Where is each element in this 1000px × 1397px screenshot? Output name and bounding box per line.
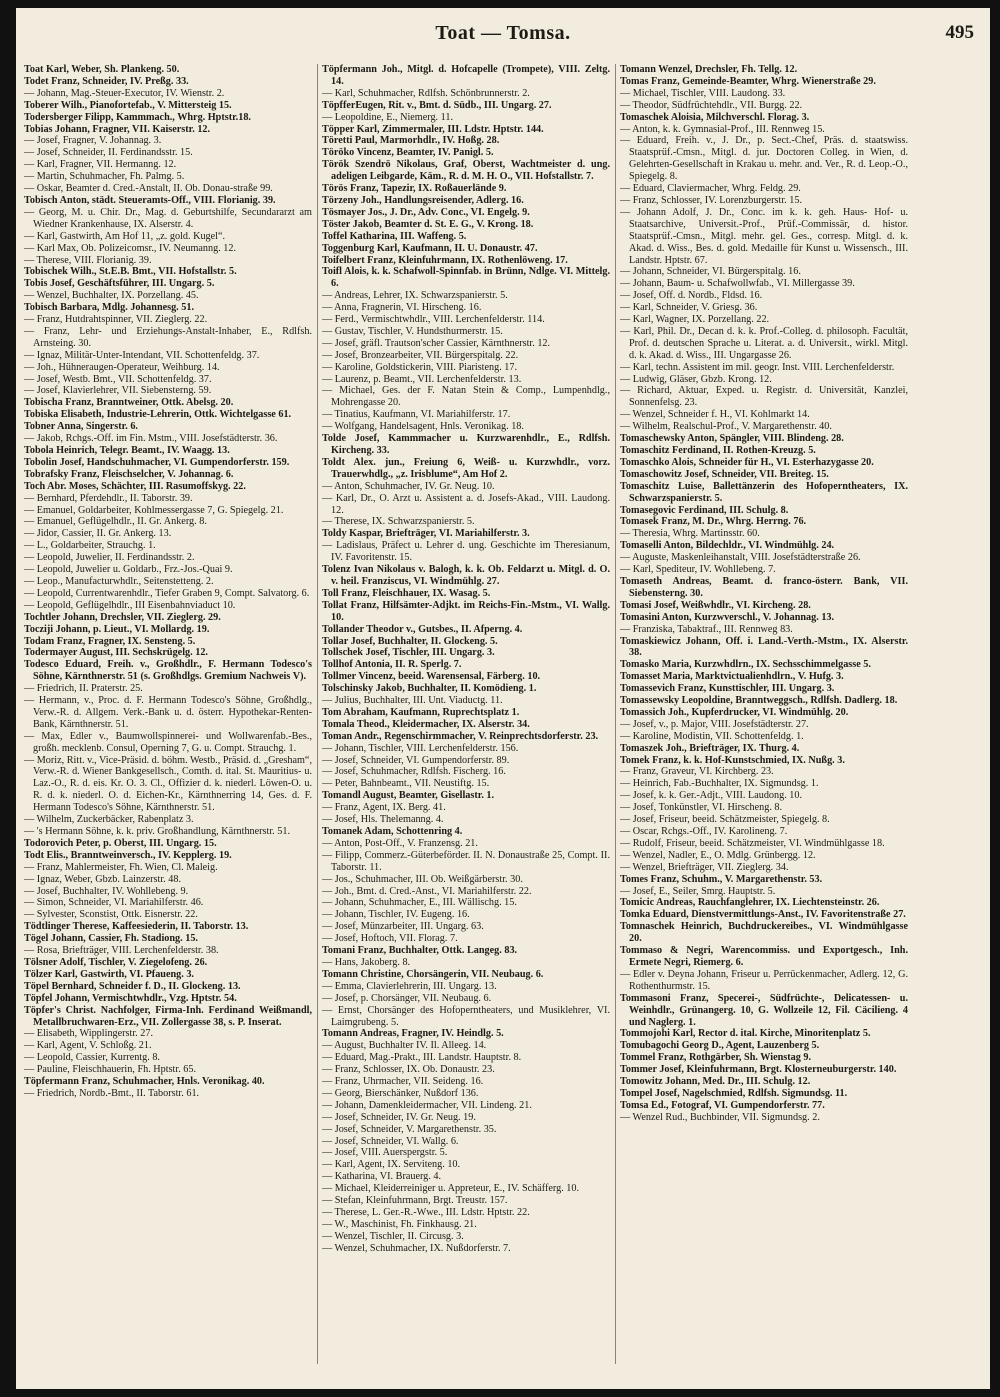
directory-entry: — Oskar, Beamter d. Cred.-Anstalt, II. Ob. Donau-straße 99. (24, 183, 273, 195)
directory-entry: — Karl, Schneider, V. Griesg. 36. (620, 302, 758, 314)
directory-entry: — Josef, Schneider, II. Ferdinandsstr. 15. (24, 147, 193, 159)
directory-entry: — Leopold, Currentwarenhdlr., Tiefer Graben 9, Compt. Salvatorg. 6. (24, 587, 310, 599)
directory-entry: — Anna, Fragnerin, VI. Hirscheng. 16. (322, 302, 482, 314)
entry-columns (24, 64, 986, 1380)
directory-entry: — Leopoldine, E., Niemerg. 11. (322, 111, 453, 123)
directory-entry: — Josef, v., p. Major, VIII. Josefstädterstr. 27. (620, 718, 809, 730)
directory-entry: — Franz, Graveur, VI. Kirchberg. 23. (620, 766, 774, 778)
directory-entry: — Karl, Agent, V. Schloßg. 21. (24, 1040, 152, 1052)
directory-entry: Tomas Franz, Gemeinde-Beamter, Whrg. Wienerstraße 29. (620, 75, 876, 87)
directory-entry: — Rudolf, Friseur, beeid. Schätzmeister, VI. Windmühlgasse 18. (620, 837, 885, 849)
directory-entry: — Edler v. Deyna Johann, Friseur u. Perrückenmacher, Adlerg. 12, G. Rothenthurmstr. 15. (620, 968, 908, 992)
directory-entry: Tölsner Adolf, Tischler, V. Ziegelofeng. 26. (24, 956, 208, 968)
directory-entry: Tomasko Maria, Kurzwhdlrn., IX. Sechsschimmelgasse 5. (620, 659, 871, 671)
directory-entry: Tödtlinger Therese, Kaffeesiederin, II. Taborstr. 13. (24, 921, 249, 933)
directory-entry: Tomaschitz Ferdinand, II. Rothen-Kreuzg. 5. (620, 445, 816, 456)
directory-entry: — Franz, Mahlermeister, Fh. Wien, Cl. Maleig. (24, 861, 218, 873)
directory-entry: — Josef, Schuhmacher, Rdlfsh. Fischerg. 16. (322, 766, 506, 778)
directory-entry: — Michael, Ges. der F. Natan Stein & Comp., Lumpenhdlg., Mohrengasse 20. (322, 385, 610, 409)
directory-entry: — Ignaz, Weber, Gbzb. Lainzerstr. 48. (24, 873, 181, 885)
directory-entry: Tölzer Karl, Gastwirth, VI. Pfaueng. 3. (24, 968, 194, 980)
directory-entry: Tomaseth Andreas, Beamt. d. franco-österr. Bank, VII. Siebensterng. 30. (620, 575, 908, 599)
directory-entry: — Michael, Kleiderreiniger u. Appreteur, E., IV. Schäfferg. 10. (322, 1183, 580, 1195)
directory-entry: Toifl Alois, k. k. Schafwoll-Spinnfab. in Brünn, Ndlge. VI. Mittelg. 6. (322, 266, 610, 290)
directory-entry: — W., Maschinist, Fh. Finkhausg. 21. (322, 1218, 477, 1230)
directory-entry: — Karoline, Modistin, VII. Schottenfeldg. 1. (620, 730, 804, 742)
directory-entry: — Josef, gräfl. Trautson'scher Cassier, Kärnthnerstr. 12. (322, 337, 551, 349)
directory-entry: Todesco Eduard, Freih. v., Großhdlr., F. Hermann Todesco's Söhne, Kärnthnerstr. 51 (s. Großhdlgs. Gremium Nachweis V). (24, 659, 312, 683)
directory-entry: — Johann, Mag.-Steuer-Executor, IV. Wienstr. 2. (24, 87, 225, 99)
directory-entry: — Wenzel, Schuhmacher, IX. Nußdorferstr. 7. (322, 1242, 511, 1254)
directory-entry: — Julius, Buchhalter, III. Unt. Viaductg. 11. (322, 695, 503, 707)
directory-entry: Tocziji Johann, p. Lieut., VI. Mollardg. 19. (24, 623, 210, 635)
directory-entry: — Leopold, Juwelier, II. Ferdinandsstr. 2. (24, 552, 195, 564)
directory-entry: TöpfferEugen, Rit. v., Bmt. d. Südb., III. Ungarg. 27. (322, 99, 552, 111)
directory-entry: — Bernhard, Pferdehdlr., II. Taborstr. 39. (24, 492, 193, 504)
directory-entry: Tomann Wenzel, Drechsler, Fh. Tellg. 12. (620, 64, 798, 75)
directory-page (16, 8, 990, 1389)
directory-entry: — Filipp, Commerz.-Güterbeförder. II. N. Donaustraße 25, Compt. II. Taborstr. 11. (322, 849, 610, 873)
directory-entry: — Johann Adolf, J. Dr., Conc. im k. k. geh. Haus- Hof- u. Staatsarchive, Universit.-Prof., Prüf.-Commissär, d. histor. Staatsprüf.-Cmsn., Mitgl. mehr. gel. Ges., corresp. Mitgl. d. k. Akad. d. Wiss., Bes. d. gold. Medaille für Kunst u. Wissensch., III. Landstr. Hptstr. 67. (620, 206, 908, 266)
directory-entry: Tobiska Elisabeth, Industrie-Lehrerin, Ottk. Wichtelgasse 61. (24, 409, 292, 421)
directory-entry: — Johann, Tischler, VIII. Lerchenfelderstr. 156. (322, 742, 519, 754)
directory-entry: — Katharina, VI. Brauerg. 4. (322, 1171, 442, 1183)
directory-entry: Tolde Josef, Kammmacher u. Kurzwarenhdlr., E., Rdlfsh. Kircheng. 33. (322, 433, 610, 456)
directory-entry: — Wenzel, Briefträger, VII. Zieglerg. 34. (620, 861, 789, 873)
directory-entry: — Franz, Uhrmacher, VII. Seideng. 16. (322, 1076, 484, 1088)
directory-entry: Török Szendrö Nikolaus, Graf, Oberst, Wachtmeister d. ung. adeligen Leibgarde, Käm., R. d. M. H. O., VII. Hofstallstr. 7. (322, 159, 610, 183)
directory-entry: — Ludwig, Gläser, Gbzb. Krong. 12. (620, 373, 772, 385)
directory-entry: — Josef, p. Chorsänger, VII. Neubaug. 6. (322, 992, 492, 1004)
directory-entry: — Josef, Off. d. Nordb., Fldsd. 16. (620, 290, 763, 302)
directory-entry: Tomaschowitz Josef, Schneider, VII. Breiteg. 15. (620, 468, 829, 480)
directory-entry: — Joh., Bmt. d. Cred.-Anst., VI. Mariahilferstr. 22. (322, 885, 532, 897)
directory-entry: — Anton, k. k. Gymnasial-Prof., III. Rennweg 15. (620, 123, 825, 135)
directory-entry: Törzeny Joh., Handlungsreisender, Adlerg. 16. (322, 194, 524, 206)
directory-entry: — Karl, Gastwirth, Am Hof 11, „z. gold. Kugel“. (24, 230, 226, 242)
directory-entry: Tomassevich Franz, Kunsttischler, III. Ungarg. 3. (620, 683, 835, 695)
directory-entry: — Karl, Fragner, VII. Hermanng. 12. (24, 159, 177, 171)
directory-entry: — Peter, Bahnbeamt., VII. Neustiftg. 15. (322, 778, 490, 790)
directory-entry: Toggenburg Karl, Kaufmann, II. U. Donaustr. 47. (322, 242, 538, 254)
directory-entry: — Therese, IX. Schwarzspanierstr. 5. (322, 516, 475, 528)
directory-entry: Tobner Anna, Singerstr. 6. (24, 421, 138, 433)
directory-entry: Tomka Eduard, Dienstvermittlungs-Anst., IV. Favoritenstraße 27. (620, 909, 906, 921)
directory-entry: — Josef, Buchhalter, IV. Wohllebeng. 9. (24, 885, 189, 897)
directory-entry: — Gustav, Tischler, V. Hundsthurmerstr. 15. (322, 325, 503, 337)
directory-entry: — Simon, Schneider, VI. Mariahilferstr. 46. (24, 897, 204, 909)
directory-entry: — Martin, Schuhmacher, Fh. Palmg. 5. (24, 171, 185, 183)
directory-entry: — Franz, Schlosser, IV. Lorenzburgerstr. 15. (620, 194, 802, 206)
directory-entry: Töpfermann Franz, Schuhmacher, Hnls. Veronikag. 40. (24, 1076, 265, 1088)
directory-entry: Tösmayer Jos., J. Dr., Adv. Conc., VI. Engelg. 9. (322, 206, 530, 218)
directory-entry: Tommasoni Franz, Specerei-, Südfrüchte-, Delicatessen- u. Weinhdlr., Grünangerg. 10, G. Wollzeile 12, Fil. Cäcilieng. 4 und Naglerg. 1. (620, 992, 908, 1028)
directory-entry: Tomala Theod., Kleidermacher, IX. Alserstr. 34. (322, 718, 530, 730)
directory-entry: — Oscar, Rchgs.-Off., IV. Karolineng. 7. (620, 826, 788, 837)
directory-entry: — Josef, Schneider, VI. Wallg. 6. (322, 1135, 459, 1147)
directory-entry: — Josef, Schneider, IV. Gr. Neug. 19. (322, 1111, 476, 1123)
directory-entry: — Karoline, Goldstickerin, VIII. Piaristeng. 17. (322, 361, 518, 373)
column-2 (322, 64, 610, 1380)
page-header (16, 22, 990, 52)
directory-entry: — August, Buchhalter IV. Il. Alleeg. 14. (322, 1040, 487, 1052)
directory-entry: — Jakob, Rchgs.-Off. im Fin. Mstm., VIII. Josefstädterstr. 36. (24, 433, 278, 445)
directory-entry: — Josef, Friseur, beeid. Schätzmeister, Spiegelg. 8. (620, 814, 830, 826)
directory-entry: Tollmer Vincenz, beeid. Warensensal, Färberg. 10. (322, 671, 541, 683)
directory-entry: Tomicic Andreas, Rauchfanglehrer, IX. Liechtensteinstr. 26. (620, 897, 880, 909)
directory-entry: — Leopold, Cassier, Kurrentg. 8. (24, 1052, 160, 1064)
directory-entry: Tomes Franz, Schuhm., V. Margarethenstr. 53. (620, 873, 823, 885)
directory-entry: — Laurenz, p. Beamt., VII. Lerchenfelderstr. 13. (322, 373, 522, 385)
directory-entry: Tollhof Antonia, II. R. Sperlg. 7. (322, 659, 462, 671)
directory-entry: — Joh., Hühneraugen-Operateur, Weihburg. 14. (24, 361, 220, 373)
directory-entry: — Josef, Klavierlehrer, VII. Siebensterng. 59. (24, 385, 212, 397)
column-rule (615, 64, 616, 1364)
directory-entry: Töröko Vincenz, Beamter, IV. Panigl. 5. (322, 147, 494, 159)
directory-entry: Tomaschitz Luise, Ballettänzerin des Hofoperntheaters, IX. Schwarzspanierstr. 5. (620, 480, 908, 504)
directory-entry: Tomsa Ed., Fotograf, VI. Gumpendorferstr. 77. (620, 1099, 825, 1111)
directory-entry: Tolenz Ivan Nikolaus v. Balogh, k. k. Ob. Feldarzt u. Mitgl. d. O. v. heil. Franziscus, VI. Windmühlg. 27. (322, 564, 610, 587)
directory-entry: Töpper Karl, Zimmermaler, III. Ldstr. Hptstr. 144. (322, 123, 544, 135)
directory-entry: — Tinatius, Kaufmann, VI. Mariahilferstr. 17. (322, 409, 511, 421)
directory-entry: — Josef, Schneider, V. Margarethenstr. 35. (322, 1123, 497, 1135)
directory-entry: Tomubagochi Georg D., Agent, Lauzenberg 5. (620, 1040, 820, 1052)
directory-entry: — Elisabeth, Wipplingerstr. 27. (24, 1028, 153, 1040)
directory-entry: — Josef, Bronzearbeiter, VII. Bürgerspitalg. 22. (322, 349, 519, 361)
directory-entry: — Michael, Tischler, VIII. Laudong. 33. (620, 87, 786, 99)
directory-entry: — Emanuel, Goldarbeiter, Kohlmessergasse 7, G. Spiegelg. 21. (24, 504, 284, 516)
directory-entry: — Josef, VIII. Auerspergstr. 5. (322, 1147, 448, 1159)
directory-entry: Tomann Andreas, Fragner, IV. Heindlg. 5. (322, 1028, 504, 1040)
directory-entry: Tomaschewsky Anton, Spängler, VIII. Blindeng. 28. (620, 433, 844, 445)
directory-entry: — Andreas, Lehrer, IX. Schwarzspanierstr. 5. (322, 290, 508, 302)
directory-entry: — Wenzel, Tischler, II. Circusg. 3. (322, 1230, 464, 1242)
directory-entry: — Karl Max, Ob. Polizeicomsr., IV. Neumanng. 12. (24, 242, 237, 254)
directory-entry: — Johann, Schuhmacher, E., III. Wällischg. 15. (322, 897, 517, 909)
directory-entry: — Eduard, Freih. v., J. Dr., p. Sect.-Chef, Präs. d. staatswiss. Staatsprüf.-Cmsn., Mitgl. d. jur. Doctoren Colleg. in Wien, d. Gelehrten-Gesellschaft in Krakau u. mehr. and. Ver., R. d. Leop.-O., Spiegelg. 8. (620, 135, 908, 183)
directory-entry: Toberer Wilh., Pianofortefab., V. Mittersteig 15. (24, 99, 232, 111)
directory-entry: Todorovich Peter, p. Oberst, III. Ungarg. 15. (24, 837, 217, 849)
directory-entry: Tollander Theodor v., Gutsbes., II. Afperng. 4. (322, 623, 523, 635)
directory-entry: Todam Franz, Fragner, IX. Sensteng. 5. (24, 635, 196, 647)
directory-entry: Tollat Franz, Hilfsämter-Adjkt. im Reichs-Fin.-Mstm., VI. Wallg. 10. (322, 599, 610, 623)
directory-entry: — Max, Edler v., Baumwollspinnerei- und Wollwarenfab.-Bes., großh. mecklenb. Consul, Operning 7, G. u. Compt. Strauchg. 1. (24, 730, 312, 754)
directory-entry: — Josef, Münzarbeiter, III. Ungarg. 63. (322, 921, 484, 933)
directory-entry: — Wenzel Rud., Buchbinder, VII. Sigmundsg. 2. (620, 1111, 820, 1123)
directory-entry: — Emanuel, Geflügelhdlr., II. Gr. Ankerg. 8. (24, 516, 207, 528)
directory-entry: — Josef, Hoftoch, VII. Florag. 7. (322, 933, 458, 945)
directory-entry: — Josef, k. k. Ger.-Adjt., VIII. Laudong. 10. (620, 790, 803, 802)
directory-entry: — Josef, Schneider, VI. Gumpendorferstr. 89. (322, 754, 510, 766)
directory-entry: — Josef, Fragner, V. Johannag. 3. (24, 135, 162, 147)
directory-entry: Tobis Josef, Geschäftsführer, III. Ungarg. 5. (24, 278, 215, 290)
directory-entry: Toll Franz, Fleischhauer, IX. Wasag. 5. (322, 587, 491, 599)
directory-entry: — Wilhelm, Realschul-Prof., V. Margarethenstr. 40. (620, 421, 832, 433)
directory-entry: Töretti Paul, Marmorhdlr., IV. Hoßg. 28. (322, 135, 500, 147)
directory-entry: — Josef, Tonkünstler, VI. Hirscheng. 8. (620, 802, 783, 814)
directory-entry: — Hans, Jakoberg. 8. (322, 956, 411, 968)
directory-entry: Tobischa Franz, Branntweiner, Ottk. Abelsg. 20. (24, 397, 234, 409)
directory-entry: — Wenzel, Schneider f. H., VI. Kohlmarkt 14. (620, 409, 810, 421)
directory-entry: Toldy Kaspar, Briefträger, VI. Mariahilferstr. 3. (322, 528, 530, 540)
directory-entry: Toat Karl, Weber, Sh. Plankeng. 50. (24, 64, 180, 75)
directory-entry: — Georg, M. u. Chir. Dr., Mag. d. Geburtshilfe, Secundararzt am Wiedner Krankenhause, IX. Alserstr. 4. (24, 206, 312, 230)
directory-entry: — Wenzel, Nadler, E., O. Mdlg. Grünbergg. 12. (620, 849, 816, 861)
directory-entry: Tomaschko Alois, Schneider für H., VI. Esterhazygasse 20. (620, 456, 874, 468)
directory-entry: — Johann, Baum- u. Schafwollwfab., VI. Millergasse 39. (620, 278, 855, 290)
directory-entry: Toldt Alex. jun., Freiung 6, Weiß- u. Kurzwhdlr., vorz. Trauerwhdlg., „z. Irisblume“, Am Hof 2. (322, 456, 610, 480)
directory-entry: — Leopold, Geflügelhdlr., III Eisenbahnviaduct 10. (24, 599, 236, 611)
directory-entry: — Eduard, Mag.-Prakt., III. Landstr. Hauptstr. 8. (322, 1052, 522, 1064)
directory-entry: — Therese, L. Ger.-R.-Wwe., III. Ldstr. Hptstr. 22. (322, 1207, 530, 1218)
directory-entry: Tomasset Maria, Marktvictualienhdlrn., V. Hufg. 3. (620, 671, 844, 683)
directory-entry: Töpfer's Christ. Nachfolger, Firma-Inh. Ferdinand Weißmandl, Metallbruchwaren-Erz., VII. Zollergasse 38, s. P. Inserat. (24, 1004, 312, 1028)
directory-entry: — Ernst, Chorsänger des Hofoperntheaters, und Musiklehrer, VI. Laimgrubeng. 5. (322, 1004, 610, 1028)
column-rule (317, 64, 318, 1364)
directory-entry: Tomanek Adam, Schottenring 4. (322, 826, 463, 837)
directory-entry: — Karl, Agent, IX. Serviteng. 10. (322, 1159, 461, 1171)
directory-entry: — Ignaz, Militär-Unter-Intendant, VII. Schottenfeldg. 37. (24, 349, 260, 361)
directory-entry: Tomek Franz, k. k. Hof-Kunstschmied, IX. Nußg. 3. (620, 754, 845, 766)
directory-entry: — Karl, Wagner, IX. Porzellang. 22. (620, 314, 770, 326)
directory-entry: — Sylvester, Sconstist, Ottk. Eisnerstr. 22. (24, 909, 198, 921)
directory-entry: — Josef, Westb. Bmt., VII. Schottenfeldg. 37. (24, 373, 212, 385)
directory-entry: — Hermann, v., Proc. d. F. Hermann Todesco's Söhne, Großhdlg., Verw.-R. d. Allgem. Verk.-Bank u. d. österr. Hypothekar-Renten-Bank, Kärnthnerstr. 51. (24, 695, 312, 730)
directory-entry: — Friedrich, Nordb.-Bmt., II. Taborstr. 61. (24, 1087, 200, 1099)
directory-entry: Tobias Johann, Fragner, VII. Kaiserstr. 12. (24, 123, 211, 135)
directory-entry: — Josef, Hls. Thelemanng. 4. (322, 814, 444, 826)
directory-entry: Tomaskiewicz Johann, Off. i. Land.-Verth.-Mstm., IX. Alserstr. 38. (620, 635, 908, 659)
directory-entry: Töster Jakob, Beamter d. St. E. G., V. Krong. 18. (322, 218, 534, 230)
directory-entry: — Jidor, Cassier, II. Gr. Ankerg. 13. (24, 528, 172, 540)
directory-entry: — Johann, Schneider, VI. Bürgerspitalg. 16. (620, 266, 801, 278)
directory-entry: — Wenzel, Buchhalter, IX. Porzellang. 45. (24, 290, 199, 302)
directory-entry: — Franz, Hutdrahtspinner, VII. Zieglerg. 22. (24, 314, 208, 326)
directory-entry: Toman Andr., Regenschirmmacher, V. Reinprechtsdorferstr. 23. (322, 730, 599, 742)
directory-entry: — Rosa, Briefträger, VIII. Lerchenfelderstr. 38. (24, 945, 219, 957)
directory-entry: — Franz, Schlosser, IX. Ob. Donaustr. 23. (322, 1064, 495, 1076)
directory-entry: Tochtler Johann, Drechsler, VII. Zieglerg. 29. (24, 611, 221, 623)
directory-entry: Todt Elis., Branntweinversch., IV. Kepplerg. 19. (24, 849, 232, 861)
directory-entry: Tollar Josef, Buchhalter, II. Glockeng. 5. (322, 635, 498, 647)
directory-entry: — Leop., Manufacturwhdlr., Seitenstetteng. 2. (24, 575, 214, 587)
directory-entry: — Franz, Lehr- und Erziehungs-Anstalt-Inhaber, E., Rdlfsh. Arnsteing. 30. (24, 325, 312, 349)
directory-entry: Todermayer August, III. Sechskrügelg. 12. (24, 647, 208, 659)
directory-entry: — Franziska, Tabaktraf., III. Rennweg 83. (620, 623, 793, 635)
directory-entry: Töpel Bernhard, Schneider f. D., II. Glockeng. 13. (24, 980, 241, 992)
directory-entry: — Karl, Spediteur, IV. Wohllebeng. 7. (620, 564, 776, 576)
directory-entry: Tobola Heinrich, Telegr. Beamt., IV. Waagg. 13. (24, 445, 230, 456)
directory-entry: — Josef, E., Seiler, Smrg. Hauptstr. 5. (620, 885, 776, 897)
directory-entry: Tomnaschek Heinrich, Buchdruckereibes., VI. Windmühlgasse 20. (620, 921, 908, 945)
directory-entry: Todet Franz, Schneider, IV. Preßg. 33. (24, 75, 189, 87)
directory-entry: Tobischek Wilh., St.E.B. Bmt., VII. Hofstallstr. 5. (24, 266, 237, 278)
directory-entry: Tommaso & Negri, Warencommiss. und Exportgesch., Inh. Ermete Negri, Riemerg. 6. (620, 945, 908, 968)
directory-entry: Tommel Franz, Rothgärber, Sh. Wienstag 9. (620, 1052, 812, 1064)
directory-entry: — Karl, techn. Assistent im mil. geogr. Inst. VIII. Lerchenfelderstr. (620, 361, 895, 373)
directory-entry: Tomassich Joh., Kupferdrucker, VI. Windmühlg. 20. (620, 706, 849, 718)
directory-entry: — Franz, Agent, IX. Berg. 41. (322, 802, 446, 814)
directory-entry: — Karl, Phil. Dr., Decan d. k. k. Prof.-Colleg. d. philosoph. Facultät, Prof. d. deutschen Sprache u. Literat. a. d. Universit., wirkl. Mitgl. d. k. Akad. d. Wiss., III. Ungargasse 26. (620, 325, 908, 361)
directory-entry: — Johann, Tischler, IV. Eugeng. 16. (322, 909, 470, 921)
directory-entry: Tomaselli Anton, Bildechldr., VI. Windmühlg. 24. (620, 540, 835, 552)
directory-entry: — 's Hermann Söhne, k. k. priv. Großhandlung, Kärnthnerstr. 51. (24, 826, 291, 837)
directory-entry: — Theresia, Whrg. Martinsstr. 60. (620, 528, 760, 540)
directory-entry: — Stefan, Kleinfuhrmann, Brgt. Treustr. 157. (322, 1195, 508, 1207)
directory-entry: Tompel Josef, Nagelschmied, Rdlfsh. Sigmundsg. 11. (620, 1087, 848, 1099)
directory-entry: Tögel Johann, Cassier, Fh. Stadiong. 15. (24, 933, 198, 945)
directory-entry: Törös Franz, Tapezir, IX. Roßauerlände 9. (322, 183, 507, 195)
directory-entry: — Ladislaus, Präfect u. Lehrer d. ung. Geschichte im Theresianum, IV. Favoritenstr. 15. (322, 540, 610, 564)
directory-entry: Töpfermann Joh., Mitgl. d. Hofcapelle (Trompete), VIII. Zeltg. 14. (322, 64, 610, 87)
directory-entry: Tomandl August, Beamter, Gisellastr. 1. (322, 790, 495, 802)
directory-entry: Tomani Franz, Buchhalter, Ottk. Langeg. 83. (322, 945, 518, 957)
directory-entry: — Moriz, Ritt. v., Vice-Präsid. d. böhm. Westb., Präsid. d. „Gresham“, Verw.-R. d. Wiener Bankgesellsch., Comth. d. ital. St. Mauritius- u. Laz.-O., R. d. eis. Kr. O. 3. Cl., Offizier d. k. niederl. Löwen-O. u. R. d. k. niederl. O. d. Eichen-Kr., Kärnthnerring 14, Ges. d. F. Hermann Todesco's Söhne, Kärnthnerstr. 51. (24, 754, 312, 814)
directory-entry: — Anton, Schuhmacher, IV. Gr. Neug. 10. (322, 480, 495, 492)
directory-entry: — Wilhelm, Zuckerbäcker, Rabenplatz 3. (24, 814, 194, 826)
directory-entry: — Leopold, Juwelier u. Goldarb., Frz.-Jos.-Quai 9. (24, 564, 233, 576)
column-1 (24, 64, 312, 1380)
directory-entry: — Eduard, Claviermacher, Whrg. Feldg. 29. (620, 183, 801, 195)
directory-entry: — Georg, Bierschänker, Nußdorf 136. (322, 1087, 479, 1099)
directory-entry: — L., Goldarbeiter, Strauchg. 1. (24, 540, 156, 552)
directory-entry: — Pauline, Fleischhauerin, Fh. Hptstr. 65. (24, 1064, 197, 1076)
directory-entry: Toifelbert Franz, Kleinfuhrmann, IX. Rothenlöweng. 17. (322, 254, 568, 266)
directory-entry: Tomasek Franz, M. Dr., Whrg. Herrng. 76. (620, 516, 807, 528)
directory-entry: Tobrafsky Franz, Fleischselcher, V. Johannag. 6. (24, 468, 234, 480)
directory-entry: Tobolin Josef, Handschuhmacher, VI. Gumpendorferstr. 159. (24, 456, 290, 468)
directory-entry: Töpfel Johann, Vermischtwhdlr., Vzg. Hptstr. 54. (24, 992, 237, 1004)
page-number: 495 (945, 22, 974, 43)
directory-entry: Tobisch Anton, städt. Steueramts-Off., VIII. Florianig. 39. (24, 194, 276, 206)
directory-entry: Tomasegovic Ferdinand, III. Schulg. 8. (620, 504, 789, 516)
directory-entry: — Wolfgang, Handelsagent, Hnls. Veronikag. 18. (322, 421, 524, 433)
column-3 (620, 64, 908, 1380)
directory-entry: — Richard, Aktuar, Exped. u. Registr. d. Universität, Kanzlei, Sonnenfelsg. 23. (620, 385, 908, 409)
running-title: Toat — Tomsa. (435, 22, 571, 44)
directory-entry: Tomowitz Johann, Med. Dr., III. Schulg. 12. (620, 1076, 811, 1088)
directory-entry: Tollschek Josef, Tischler, III. Ungarg. 3. (322, 647, 495, 659)
directory-entry: — Theodor, Südfrüchtehdlr., VII. Burgg. 22. (620, 99, 803, 111)
directory-entry: — Auguste, Maskenleihanstalt, VIII. Josefstädterstraße 26. (620, 552, 861, 564)
directory-entry: — Friedrich, II. Praterstr. 25. (24, 683, 143, 695)
directory-entry: — Johann, Damenkleidermacher, VII. Lindeng. 21. (322, 1099, 532, 1111)
directory-entry: — Karl, Dr., O. Arzt u. Assistent a. d. Josefs-Akad., VIII. Laudong. 12. (322, 492, 610, 516)
directory-entry: Tolschinsky Jakob, Buchhalter, II. Komödieng. 1. (322, 683, 537, 695)
directory-entry: Toffel Katharina, III. Waffeng. 5. (322, 230, 467, 242)
directory-entry: — Jos., Schuhmacher, III. Ob. Weißgärberstr. 30. (322, 873, 523, 885)
directory-entry: Toch Abr. Moses, Schächter, III. Rasumoffskyg. 22. (24, 480, 246, 492)
directory-entry: — Ferd., Vermischtwhdlr., VIII. Lerchenfelderstr. 114. (322, 314, 545, 326)
directory-entry: Tomaszek Joh., Briefträger, IX. Thurg. 4. (620, 742, 800, 754)
directory-entry: Tomann Christine, Chorsängerin, VII. Neubaug. 6. (322, 968, 544, 980)
directory-entry: — Emma, Clavierlehrerin, III. Ungarg. 13. (322, 980, 497, 992)
directory-entry: Tomaschek Aloisia, Milchverschl. Florag. 3. (620, 111, 810, 123)
directory-entry: Tomasini Anton, Kurzwverschl., V. Johannag. 13. (620, 611, 835, 623)
directory-entry: Tommer Josef, Kleinfuhrmann, Brgt. Klosterneuburgerstr. 140. (620, 1064, 897, 1076)
directory-entry: Tomasi Josef, Weißwhdlr., VI. Kircheng. 28. (620, 599, 811, 611)
directory-entry: — Anton, Post-Off., V. Franzensg. 21. (322, 837, 478, 849)
directory-entry: — Heinrich, Fab.-Buchhalter, IX. Sigmundsg. 1. (620, 778, 819, 790)
directory-entry: Tommojohi Karl, Rector d. ital. Kirche, Minoritenplatz 5. (620, 1028, 871, 1040)
directory-entry: — Karl, Schuhmacher, Rdlfsh. Schönbrunnerstr. 2. (322, 87, 530, 99)
directory-entry: Tomassewsky Leopoldine, Branntweggsch., Rdlfsh. Dadlerg. 18. (620, 695, 898, 707)
directory-entry: Todersberger Filipp, Kammmach., Whrg. Hptstr.18. (24, 111, 251, 123)
directory-entry: Tobisch Barbara, Mdlg. Johannesg. 51. (24, 302, 195, 314)
directory-entry: Tom Abraham, Kaufmann, Ruprechtsplatz 1. (322, 706, 520, 718)
directory-entry: — Therese, VIII. Florianig. 39. (24, 254, 152, 266)
